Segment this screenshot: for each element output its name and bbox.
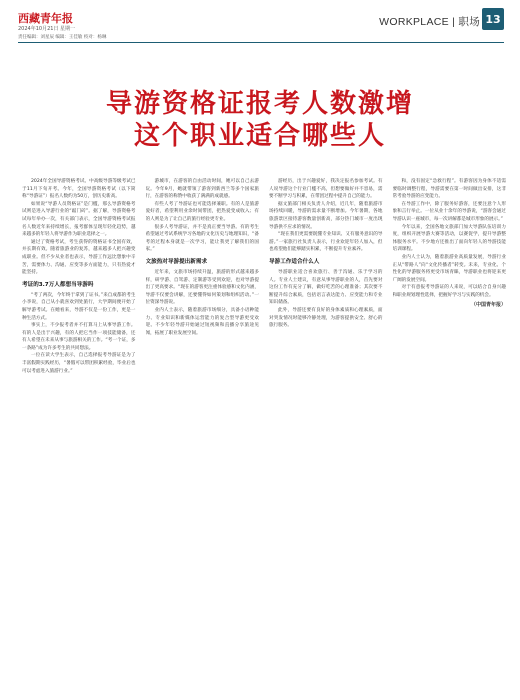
paragraph: 业内人士认为，随着旅游业高质量发展，导游行业正从“带路人”向“文化传播者”转变。未来，专业化、个性化的导游服务将更受市场青睐，导游职业也将迎来更广阔的发展空间。 (392, 254, 506, 283)
paragraph: 2024年全国导游资格考试、中高级导游等级考试已于11月下旬开考。今年，全国导游资格考试（以下简称“导游证”）报名人数约为50万，创历史新高。 (22, 179, 136, 200)
column-1 (22, 178, 136, 686)
editor-credits: 责任编辑：刘星辰 编辑：王佳敏 校对：杨琳 (18, 35, 107, 40)
paragraph: 业内人士表示，随着旅游市场细分，具备小语种能力、专业知识和新媒体运营能力的复合型导游更受欢迎。不少年轻导游开始通过短视频和直播分享旅途见闻，拓展了职业发展空间。 (145, 307, 259, 336)
paragraph: 有些人考了导游证也可能选择兼职。有的人是旅游爱好者，希望利用业余时间带团，把热爱变成收入；有的人则是为了让自己的旅行经验更专业。 (145, 201, 259, 222)
headline (0, 88, 520, 152)
article-body (22, 178, 506, 686)
paragraph: 很多人考导游证，并不是真正要当导游。有的考生希望通过考试系统学习各地的文化历史与地理知识，“备考的过程本身就是一次学习，能让我更了解我们的国家。” (145, 224, 259, 253)
article-source: （中国青年报） (470, 301, 506, 308)
paragraph: 据文旅部门相关负责人介绍，近几年，随着旅游市场持续回暖，导游的需求量不断增加。今年暑期，各地旅游景区接待游客数量创新高，部分热门城市一度出现导游供不应求的情况。 (269, 201, 383, 230)
paragraph: “现在我们更需要既懂专业知识、又有服务意识的导游。”一家旅行社负责人表示，行业欢迎年轻人加入，但也希望他们能够踏实积累，不断提升专业素养。 (269, 232, 383, 253)
paragraph: “考了两次，今年终于拿到了证书。”来自成都的考生小李说，自己从小就喜欢到处旅行，大学期间便开始了解导游考试。在她看来，导游不仅是一份工作，更是一种生活方式。 (22, 292, 136, 321)
paragraph: 如果说“导游人员资格证”是门槛，那么导游资格考试则是进入导游行业的“敲门砖”。据了解，导游资格考试每年举办一次，有关部门表示，全国导游资格考试报名人数近年来持续增长，报考群体呈现年轻化趋势，越来越多的年轻人将导游作为职业选择之一。 (22, 201, 136, 238)
paragraph: 游城市，在游客的自由活动时间，她可以自己去游玩。今年9月，她就带领了游客到新西兰等多个国家旅行，在游客的称赞中收获了满满的成就感。 (145, 179, 259, 200)
page-date: 2024年10月21日 星期一 (18, 26, 76, 32)
section-header (379, 10, 480, 32)
header-rule (18, 42, 504, 43)
column-2 (146, 178, 260, 686)
subheading: 考证的3.7万人都想当导游吗 (22, 281, 94, 288)
headline-line-2: 这个职业适合哪些人 (133, 121, 386, 151)
paragraph: 此外，导游还要有良好的身体素质和心理素质，面对突发情况时能够冷静处理，为游客提供安全、舒心的旅行服务。 (269, 307, 383, 329)
section-label: WORKPLACE | 职场 (379, 15, 480, 28)
paragraph: 对于有意报考导游证的人来说，可以结合自身兴趣和职业规划理性选择，把握好学习与实践的机会。 (392, 285, 506, 298)
paragraph: 今年以来，全国各地文旅部门加大导游队伍培训力度，组织开展导游大赛等活动，以赛促学，提升导游整体服务水平。不少地方还推出了面向年轻人的导游技能培训课程。 (392, 224, 506, 253)
paper-name: 西藏青年报 (18, 12, 73, 25)
paragraph: 通过了资格考试，考生获得的资格证书全国有效，并长期有效。随着旅游业的复苏，越来越多人把兴趣变成职业。但不少从业者也表示，导游工作远比想象中辛苦，需要体力、沟通、应变等多方面能力，只有热爱才能坚持。 (22, 239, 136, 276)
subheading: 文旅热对导游提出新需求 (145, 258, 208, 265)
paragraph: 导游职业适合喜欢旅行、善于沟通、乐于学习的人。专业人士建议，有意从事导游职业的人，首先要对这份工作有充分了解，做好吃苦的心理准备；其次要不断提升综合素质，包括语言表达能力、应变能力和专业知识储备。 (269, 269, 383, 306)
paragraph: 一位在读大学生表示，自己选择报考导游证是为了丰富假期实践经历，“暑假可以带团积累经验，毕业后也可以考虑进入旅游行业。” (22, 353, 136, 374)
paragraph: 和，没有固定“急救行程”。有游客因为身体不适需要临时调整行程，导游需要在第一时间做出安排，这非常考验导游的应变能力。 (392, 179, 506, 200)
paragraph: 近年来，文旅市场持续升温，旅游的形式越来越多样，研学游、自驾游、定制游等受到欢迎，也对导游提出了更高要求。“现在的游客更注重体验感和文化内涵，导游不仅要会讲解，还要懂得如何策划和组织活动。”一位资深导游说。 (145, 269, 259, 306)
column-4 (393, 178, 507, 686)
paragraph: 事实上，不少报考者并不打算马上从事导游工作。有的人是出于兴趣，有的人把它当作一项技能储备，还有人希望在未来从事与旅游相关的工作。“考一个证，多一条路”成为许多考生的共同想法。 (22, 323, 136, 351)
headline-line-1: 导游资格证报考人数激增 (105, 89, 414, 119)
subheading: 导游工作适合什么人 (269, 258, 320, 265)
paragraph: 游经历，出于兴趣爱好，我决定报名参加考试。有人说导游这个行业门槛不高，但想要做好并不容易，需要不断学习与积累，在带团过程中提升自己的能力。 (269, 179, 383, 200)
page-number-badge: 13 (482, 8, 504, 30)
masthead (18, 8, 504, 42)
column-3 (269, 178, 383, 686)
paragraph: 在导游工作中，除了服务好游客，还要注意个人形象和言行举止。一位从业十余年的导游说，“游客会通过导游认识一座城市，每一次讲解都是城市形象的展示。” (392, 201, 506, 222)
